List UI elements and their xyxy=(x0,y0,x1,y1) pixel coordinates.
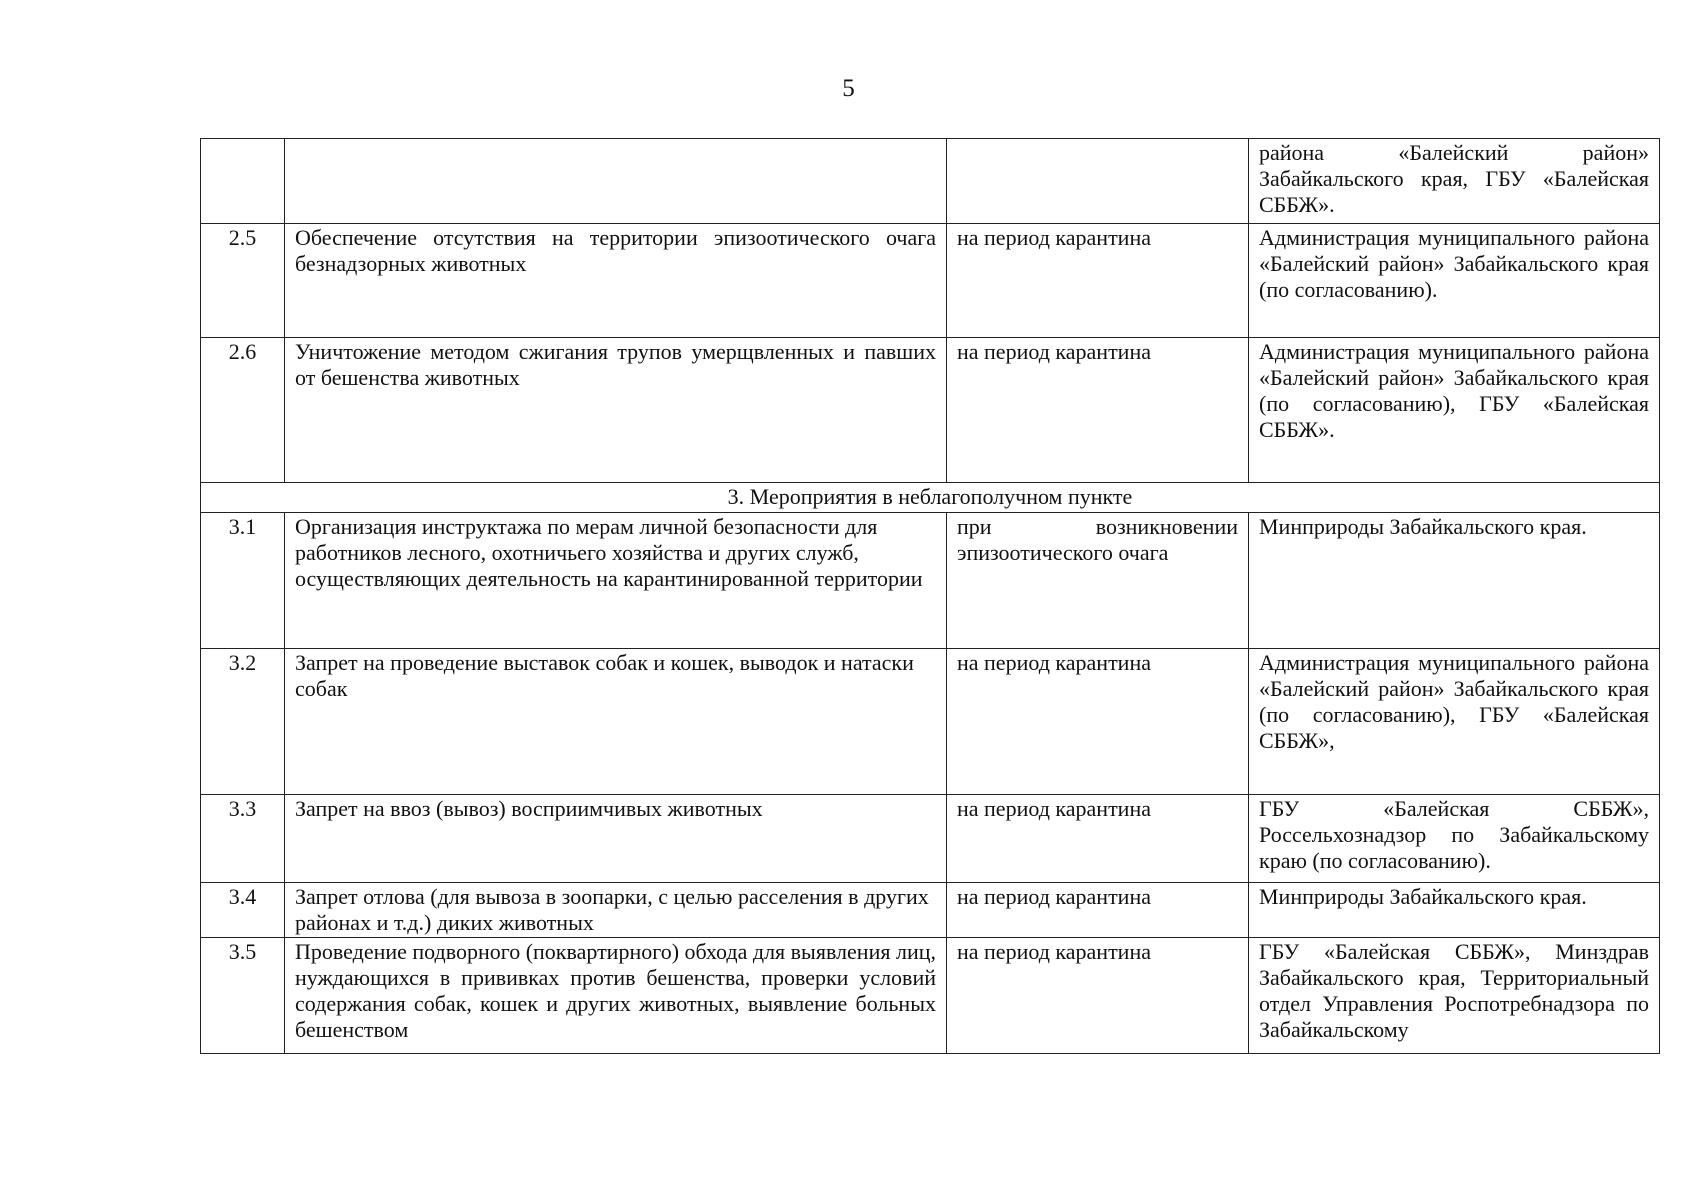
term-cell: на период карантина xyxy=(947,224,1249,338)
row-number: 2.5 xyxy=(201,224,285,338)
table-row xyxy=(201,224,1660,338)
row-number: 3.1 xyxy=(201,513,285,649)
row-number: 3.4 xyxy=(201,883,285,938)
table-row xyxy=(201,649,1660,795)
measure-cell: Уничтожение методом сжигания трупов умерщвленных и павших от бешенства животных xyxy=(285,338,947,483)
measure-cell: Проведение подворного (поквартирного) обхода для выявления лиц, нуждающихся в прививках против бешенства, проверки условий содержания собак, кошек и других животных, выявление больных бешенством xyxy=(285,938,947,1054)
term-cell: на период карантина xyxy=(947,795,1249,883)
row-number: 3.3 xyxy=(201,795,285,883)
measure-cell xyxy=(285,139,947,224)
responsible-cell: ГБУ «Балейская СББЖ», Россельхознадзор по Забайкальскому краю (по согласованию). xyxy=(1249,795,1660,883)
row-number: 2.6 xyxy=(201,338,285,483)
table-row xyxy=(201,883,1660,938)
responsible-cell: района «Балейский район» Забайкальского края, ГБУ «Балейская СББЖ». xyxy=(1249,139,1660,224)
term-cell: на период карантина xyxy=(947,883,1249,938)
measure-cell: Организация инструктажа по мерам личной безопасности для работников лесного, охотничьего хозяйства и других служб, осуществляющих деятельность на карантинированной территории xyxy=(285,513,947,649)
table-row xyxy=(201,795,1660,883)
responsible-cell: Минприроды Забайкальского края. xyxy=(1249,513,1660,649)
table-row xyxy=(201,513,1660,649)
responsible-cell: Администрация муниципального района «Балейский район» Забайкальского края (по согласованию). xyxy=(1249,224,1660,338)
row-number: 3.5 xyxy=(201,938,285,1054)
table-row xyxy=(201,338,1660,483)
table-row xyxy=(201,938,1660,1054)
term-cell xyxy=(947,139,1249,224)
measure-cell: Запрет на проведение выставок собак и кошек, выводок и натаски собак xyxy=(285,649,947,795)
measure-cell: Запрет отлова (для вывоза в зоопарки, с целью расселения в других районах и т.д.) диких животных xyxy=(285,883,947,938)
responsible-cell: Администрация муниципального района «Балейский район» Забайкальского края (по согласованию), ГБУ «Балейская СББЖ». xyxy=(1249,338,1660,483)
responsible-cell: Минприроды Забайкальского края. xyxy=(1249,883,1660,938)
table-row xyxy=(201,139,1660,224)
term-cell: на период карантина xyxy=(947,649,1249,795)
row-number: 3.2 xyxy=(201,649,285,795)
term-cell: на период карантина xyxy=(947,338,1249,483)
section-row xyxy=(201,483,1660,513)
row-number xyxy=(201,139,285,224)
responsible-cell: Администрация муниципального района «Балейский район» Забайкальского края (по согласованию), ГБУ «Балейская СББЖ», xyxy=(1249,649,1660,795)
term-cell: при возникновении эпизоотического очага xyxy=(947,513,1249,649)
responsible-cell: ГБУ «Балейская СББЖ», Минздрав Забайкальского края, Территориальный отдел Управления Роспотребнадзора по Забайкальскому xyxy=(1249,938,1660,1054)
section-title: 3. Мероприятия в неблагополучном пункте xyxy=(201,483,1660,513)
term-cell: на период карантина xyxy=(947,938,1249,1054)
measures-table xyxy=(200,138,1660,1054)
measure-cell: Обеспечение отсутствия на территории эпизоотического очага безнадзорных животных xyxy=(285,224,947,338)
measure-cell: Запрет на ввоз (вывоз) восприимчивых животных xyxy=(285,795,947,883)
page-number: 5 xyxy=(842,75,855,102)
